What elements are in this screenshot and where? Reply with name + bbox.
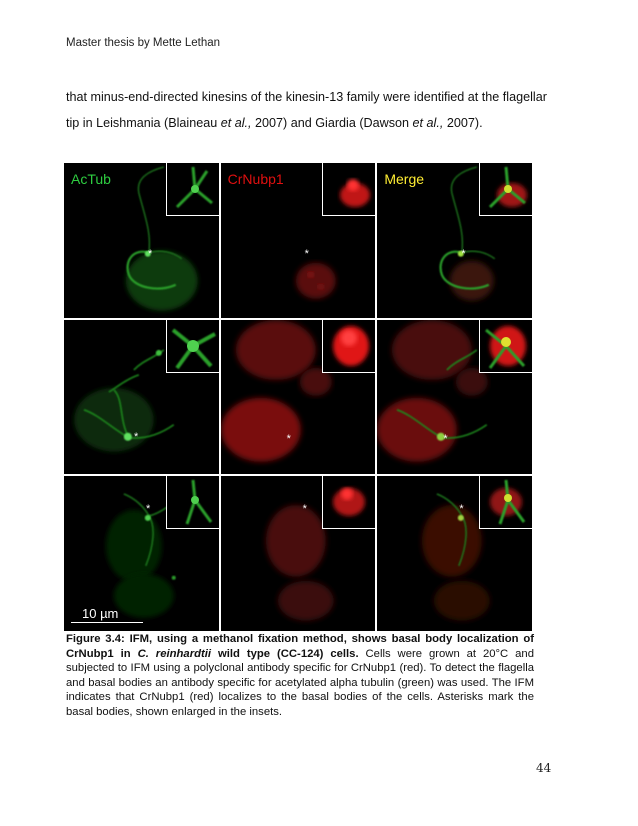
- panel-r3-actub: [64, 476, 219, 631]
- basal-body-asterisk: *: [286, 432, 291, 445]
- panel-r3-merge: [377, 476, 532, 631]
- inset-r2-actub: [166, 320, 219, 373]
- panel-r1-merge: [377, 163, 532, 318]
- panel-r2-actub: [64, 320, 219, 475]
- figure-caption: Figure 3.4: IFM, using a methanol fixation method, shows basal body localization of CrNubp1 in C. reinhardtii wild type (CC-124) cells. Cells were grown at 20°C and subjected to IFM using a polyclonal antibody specific for CrNubp1 (red). To detect the flagella and basal bodies an antibody specific for acetylated alpha tubulin (green) was used. The IFM indicates that CrNubp1 (red) localizes to the basal bodies of the cells. Asterisks mark the basal bodies, shown enlarged in the insets.: [66, 633, 534, 718]
- column-label-crnubp1: CrNubp1: [227, 171, 284, 187]
- basal-body-asterisk: *: [148, 248, 153, 260]
- inset-merge-basal-body: [480, 320, 532, 372]
- body-paragraph: [66, 84, 566, 136]
- body-line-1: that minus-end-directed kinesins of the kinesin-13 family were identified at the flagellar: [66, 90, 547, 104]
- panel-r1-crnubp1: [221, 163, 376, 318]
- basal-body-asterisk: *: [459, 503, 464, 516]
- inset-r3-actub: [166, 476, 219, 529]
- inset-red-basal-body: [323, 476, 375, 528]
- inset-r3-crnubp1: [322, 476, 375, 529]
- inset-merge-basal-body: [480, 476, 532, 528]
- basal-body-asterisk: *: [443, 432, 448, 445]
- figure-3-4-micrograph-grid: [64, 163, 532, 631]
- panel-r3-crnubp1: [221, 476, 376, 631]
- panel-r1-actub: [64, 163, 219, 318]
- inset-r3-merge: [479, 476, 532, 529]
- column-label-merge: Merge: [384, 171, 425, 187]
- inset-r1-merge: [479, 163, 532, 216]
- inset-r1-crnubp1: [322, 163, 375, 216]
- inset-green-basal-body: [167, 163, 219, 215]
- basal-body-asterisk: *: [461, 248, 466, 260]
- running-header: Master thesis by Mette Lethan: [66, 37, 221, 49]
- panel-r2-merge: [377, 320, 532, 475]
- scale-bar-label: 10 µm: [82, 606, 119, 621]
- inset-red-basal-body: [323, 320, 375, 372]
- column-label-actub: AcTub: [71, 171, 111, 187]
- basal-body-asterisk: *: [302, 503, 307, 516]
- panel-r2-crnubp1: [221, 320, 376, 475]
- inset-r2-merge: [479, 320, 532, 373]
- inset-merge-basal-body: [480, 163, 532, 215]
- basal-body-asterisk: *: [146, 503, 151, 516]
- inset-r2-crnubp1: [322, 320, 375, 373]
- page-number: 44: [536, 761, 552, 775]
- scale-bar: [71, 622, 143, 623]
- inset-red-basal-body: [323, 163, 375, 215]
- inset-green-basal-body: [167, 476, 219, 528]
- body-line-2: tip in Leishmania (Blaineau et al., 2007) and Giardia (Dawson et al., 2007).: [66, 116, 483, 130]
- inset-green-basal-body: [167, 320, 219, 372]
- inset-r1-actub: [166, 163, 219, 216]
- basal-body-asterisk: *: [134, 430, 139, 443]
- basal-body-asterisk: *: [304, 248, 309, 260]
